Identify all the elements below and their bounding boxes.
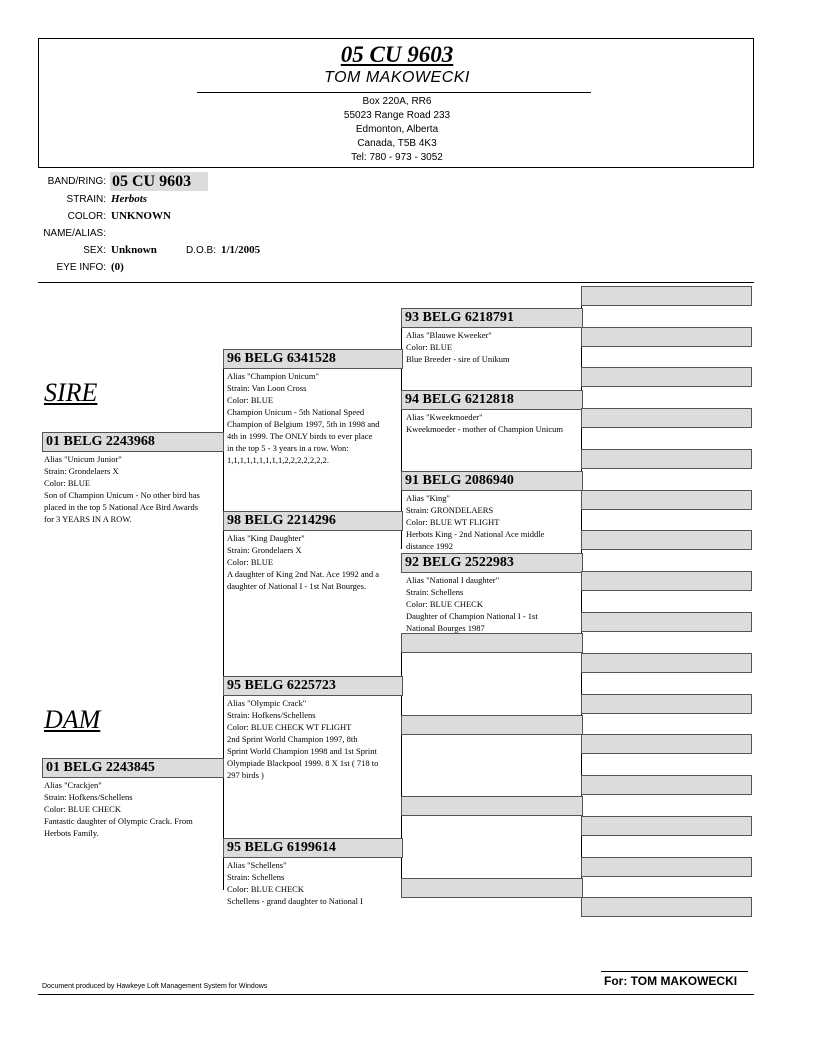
- detail-line: Color: BLUE CHECK: [227, 884, 304, 894]
- detail-line: Alias "Blauwe Kweeker": [406, 330, 492, 340]
- detail-line: Strain: Hofkens/Schellens: [44, 792, 133, 802]
- detail-line: Color: BLUE CHECK: [44, 804, 121, 814]
- detail-line: Kweekmoeder - mother of Champion Unicum: [406, 424, 563, 434]
- detail-line: Color: BLUE: [406, 342, 453, 352]
- empty-ancestor-box: [581, 816, 752, 836]
- detail-line: Herbots King - 2nd National Ace middle: [406, 529, 545, 539]
- detail-line: National Bourges 1987: [406, 623, 485, 633]
- detail-line: Sprint World Champion 1998 and 1st Sprint: [227, 746, 377, 756]
- detail-line: Alias "Kweekmoeder": [406, 412, 483, 422]
- detail-line: Fantastic daughter of Olympic Crack. From: [44, 816, 193, 826]
- detail-line: Color: BLUE: [227, 395, 274, 405]
- empty-ancestor-box: [581, 612, 752, 632]
- detail-line: Champion of Belgium 1997, 5th in 1998 and: [227, 419, 380, 429]
- produced-by-note: Document produced by Hawkeye Loft Management System for Windows: [42, 983, 268, 990]
- dam-dam-details: [227, 859, 363, 907]
- empty-ancestor-box: [581, 694, 752, 714]
- sex-value: Unknown: [111, 244, 157, 256]
- name-alias-label: NAME/ALIAS:: [43, 228, 106, 239]
- empty-ancestor-box: [401, 715, 583, 735]
- address-line: Tel: 780 - 973 - 3052: [351, 152, 443, 163]
- sss-ring: 93 BELG 6218791: [401, 308, 583, 328]
- strain-value: Herbots: [111, 193, 148, 205]
- detail-line: distance 1992: [406, 541, 453, 551]
- empty-ancestor-box: [581, 449, 752, 469]
- address-line: Canada, T5B 4K3: [357, 138, 437, 149]
- sire-dam-details: [227, 532, 379, 592]
- empty-ancestor-box: [581, 734, 752, 754]
- detail-line: 297 birds ): [227, 770, 264, 780]
- signature-rule: [601, 971, 748, 972]
- band-value: 05 CU 9603: [110, 172, 208, 191]
- detail-line: Alias "Unicum Junior": [44, 454, 122, 464]
- sex-label: SEX:: [83, 245, 106, 256]
- strain-label: STRAIN:: [66, 194, 106, 205]
- address-line: Edmonton, Alberta: [355, 124, 439, 135]
- detail-line: Strain: Grondelaers X: [227, 545, 302, 555]
- eye-info-value: (0): [111, 261, 124, 273]
- sire-sire-details: [227, 370, 380, 466]
- detail-line: Herbots Family.: [44, 828, 99, 838]
- dam-sire-details: [227, 697, 378, 781]
- detail-line: Alias "King Daughter": [227, 533, 305, 543]
- sds-ring: 91 BELG 2086940: [401, 471, 583, 491]
- empty-ancestor-box: [581, 286, 752, 306]
- sire-label: SIRE: [44, 378, 98, 407]
- owner-divider: [197, 92, 591, 93]
- owner-name: TOM MAKOWECKI: [324, 69, 470, 86]
- sss-details: [406, 329, 510, 365]
- detail-line: Strain: Grondelaers X: [44, 466, 119, 476]
- eye-info-label: EYE INFO:: [56, 262, 106, 273]
- detail-line: for 3 YEARS IN A ROW.: [44, 514, 132, 524]
- detail-line: 2nd Sprint World Champion 1997, 8th: [227, 734, 358, 744]
- empty-ancestor-box: [581, 571, 752, 591]
- empty-ancestor-box: [581, 530, 752, 550]
- empty-ancestor-box: [401, 633, 583, 653]
- color-value: UNKNOWN: [111, 210, 171, 222]
- ssd-details: [406, 411, 563, 435]
- address-line: 55023 Range Road 233: [343, 110, 451, 121]
- color-label: COLOR:: [67, 211, 106, 222]
- detail-line: Schellens - grand daughter to National I: [227, 896, 363, 906]
- detail-line: in the top 5 - 3 years in a row. Won:: [227, 443, 349, 453]
- detail-line: Alias "Crackjen": [44, 780, 102, 790]
- ssd-ring: 94 BELG 6212818: [401, 390, 583, 410]
- empty-ancestor-box: [581, 653, 752, 673]
- detail-line: Blue Breeder - sire of Unikum: [406, 354, 510, 364]
- dam-dam-ring: 95 BELG 6199614: [223, 838, 403, 858]
- empty-ancestor-box: [581, 490, 752, 510]
- detail-line: 4th in 1999. The ONLY birds to ever place: [227, 431, 373, 441]
- detail-line: Alias "National I daughter": [406, 575, 500, 585]
- detail-line: Alias "King": [406, 493, 451, 503]
- detail-line: Color: BLUE WT FLIGHT: [406, 517, 500, 527]
- section-divider: [38, 282, 754, 283]
- detail-line: Color: BLUE: [44, 478, 91, 488]
- sire-details: [44, 453, 200, 525]
- dob-label: D.O.B:: [186, 245, 217, 256]
- empty-ancestor-box: [581, 897, 752, 917]
- page-title: 05 CU 9603: [340, 42, 454, 67]
- empty-ancestor-box: [581, 775, 752, 795]
- band-label: BAND/RING:: [47, 176, 106, 187]
- for-owner: For: TOM MAKOWECKI: [604, 974, 738, 988]
- detail-line: Strain: Hofkens/Schellens: [227, 710, 316, 720]
- detail-line: A daughter of King 2nd Nat. Ace 1992 and a: [227, 569, 380, 579]
- detail-line: Alias "Champion Unicum": [227, 371, 319, 381]
- detail-line: Strain: Van Loon Cross: [227, 383, 307, 393]
- detail-line: daughter of National I - 1st Nat Bourges.: [227, 581, 367, 591]
- dam-label: DAM: [44, 705, 101, 734]
- footer-divider: [38, 994, 754, 995]
- dam-details: [44, 779, 193, 839]
- detail-line: Champion Unicum - 5th National Speed: [227, 407, 365, 417]
- empty-ancestor-box: [581, 327, 752, 347]
- detail-line: Son of Champion Unicum - No other bird has: [44, 490, 200, 500]
- sire-dam-ring: 98 BELG 2214296: [223, 511, 403, 531]
- detail-line: Daughter of Champion National I - 1st: [406, 611, 538, 621]
- detail-line: Strain: GRONDELAERS: [406, 505, 494, 515]
- address-line: Box 220A, RR6: [362, 96, 432, 107]
- empty-ancestor-box: [581, 857, 752, 877]
- empty-ancestor-box: [401, 878, 583, 898]
- sds-details: [406, 492, 544, 552]
- detail-line: Strain: Schellens: [406, 587, 464, 597]
- detail-line: Alias "Olympic Crack": [227, 698, 307, 708]
- empty-ancestor-box: [581, 367, 752, 387]
- empty-ancestor-box: [401, 796, 583, 816]
- detail-line: Color: BLUE CHECK: [406, 599, 483, 609]
- detail-line: Strain: Schellens: [227, 872, 285, 882]
- dam-sire-ring: 95 BELG 6225723: [223, 676, 403, 696]
- sdd-ring: 92 BELG 2522983: [401, 553, 583, 573]
- detail-line: 1,1,1,1,1,1,1,1,1,2,2,2,2,2,2,2.: [227, 455, 329, 465]
- detail-line: Olympiade Blackpool 1999. 8 X 1st ( 718 to: [227, 758, 379, 768]
- dam-ring: 01 BELG 2243845: [42, 758, 224, 778]
- empty-ancestor-box: [581, 408, 752, 428]
- detail-line: Color: BLUE: [227, 557, 274, 567]
- sire-ring: 01 BELG 2243968: [42, 432, 224, 452]
- detail-line: placed in the top 5 National Ace Bird Awards: [44, 502, 199, 512]
- header-box: [38, 38, 754, 168]
- sdd-details: [406, 574, 538, 634]
- detail-line: Alias "Schellens": [227, 860, 287, 870]
- sire-sire-ring: 96 BELG 6341528: [223, 349, 403, 369]
- dob-value: 1/1/2005: [221, 244, 261, 256]
- detail-line: Color: BLUE CHECK WT FLIGHT: [227, 722, 352, 732]
